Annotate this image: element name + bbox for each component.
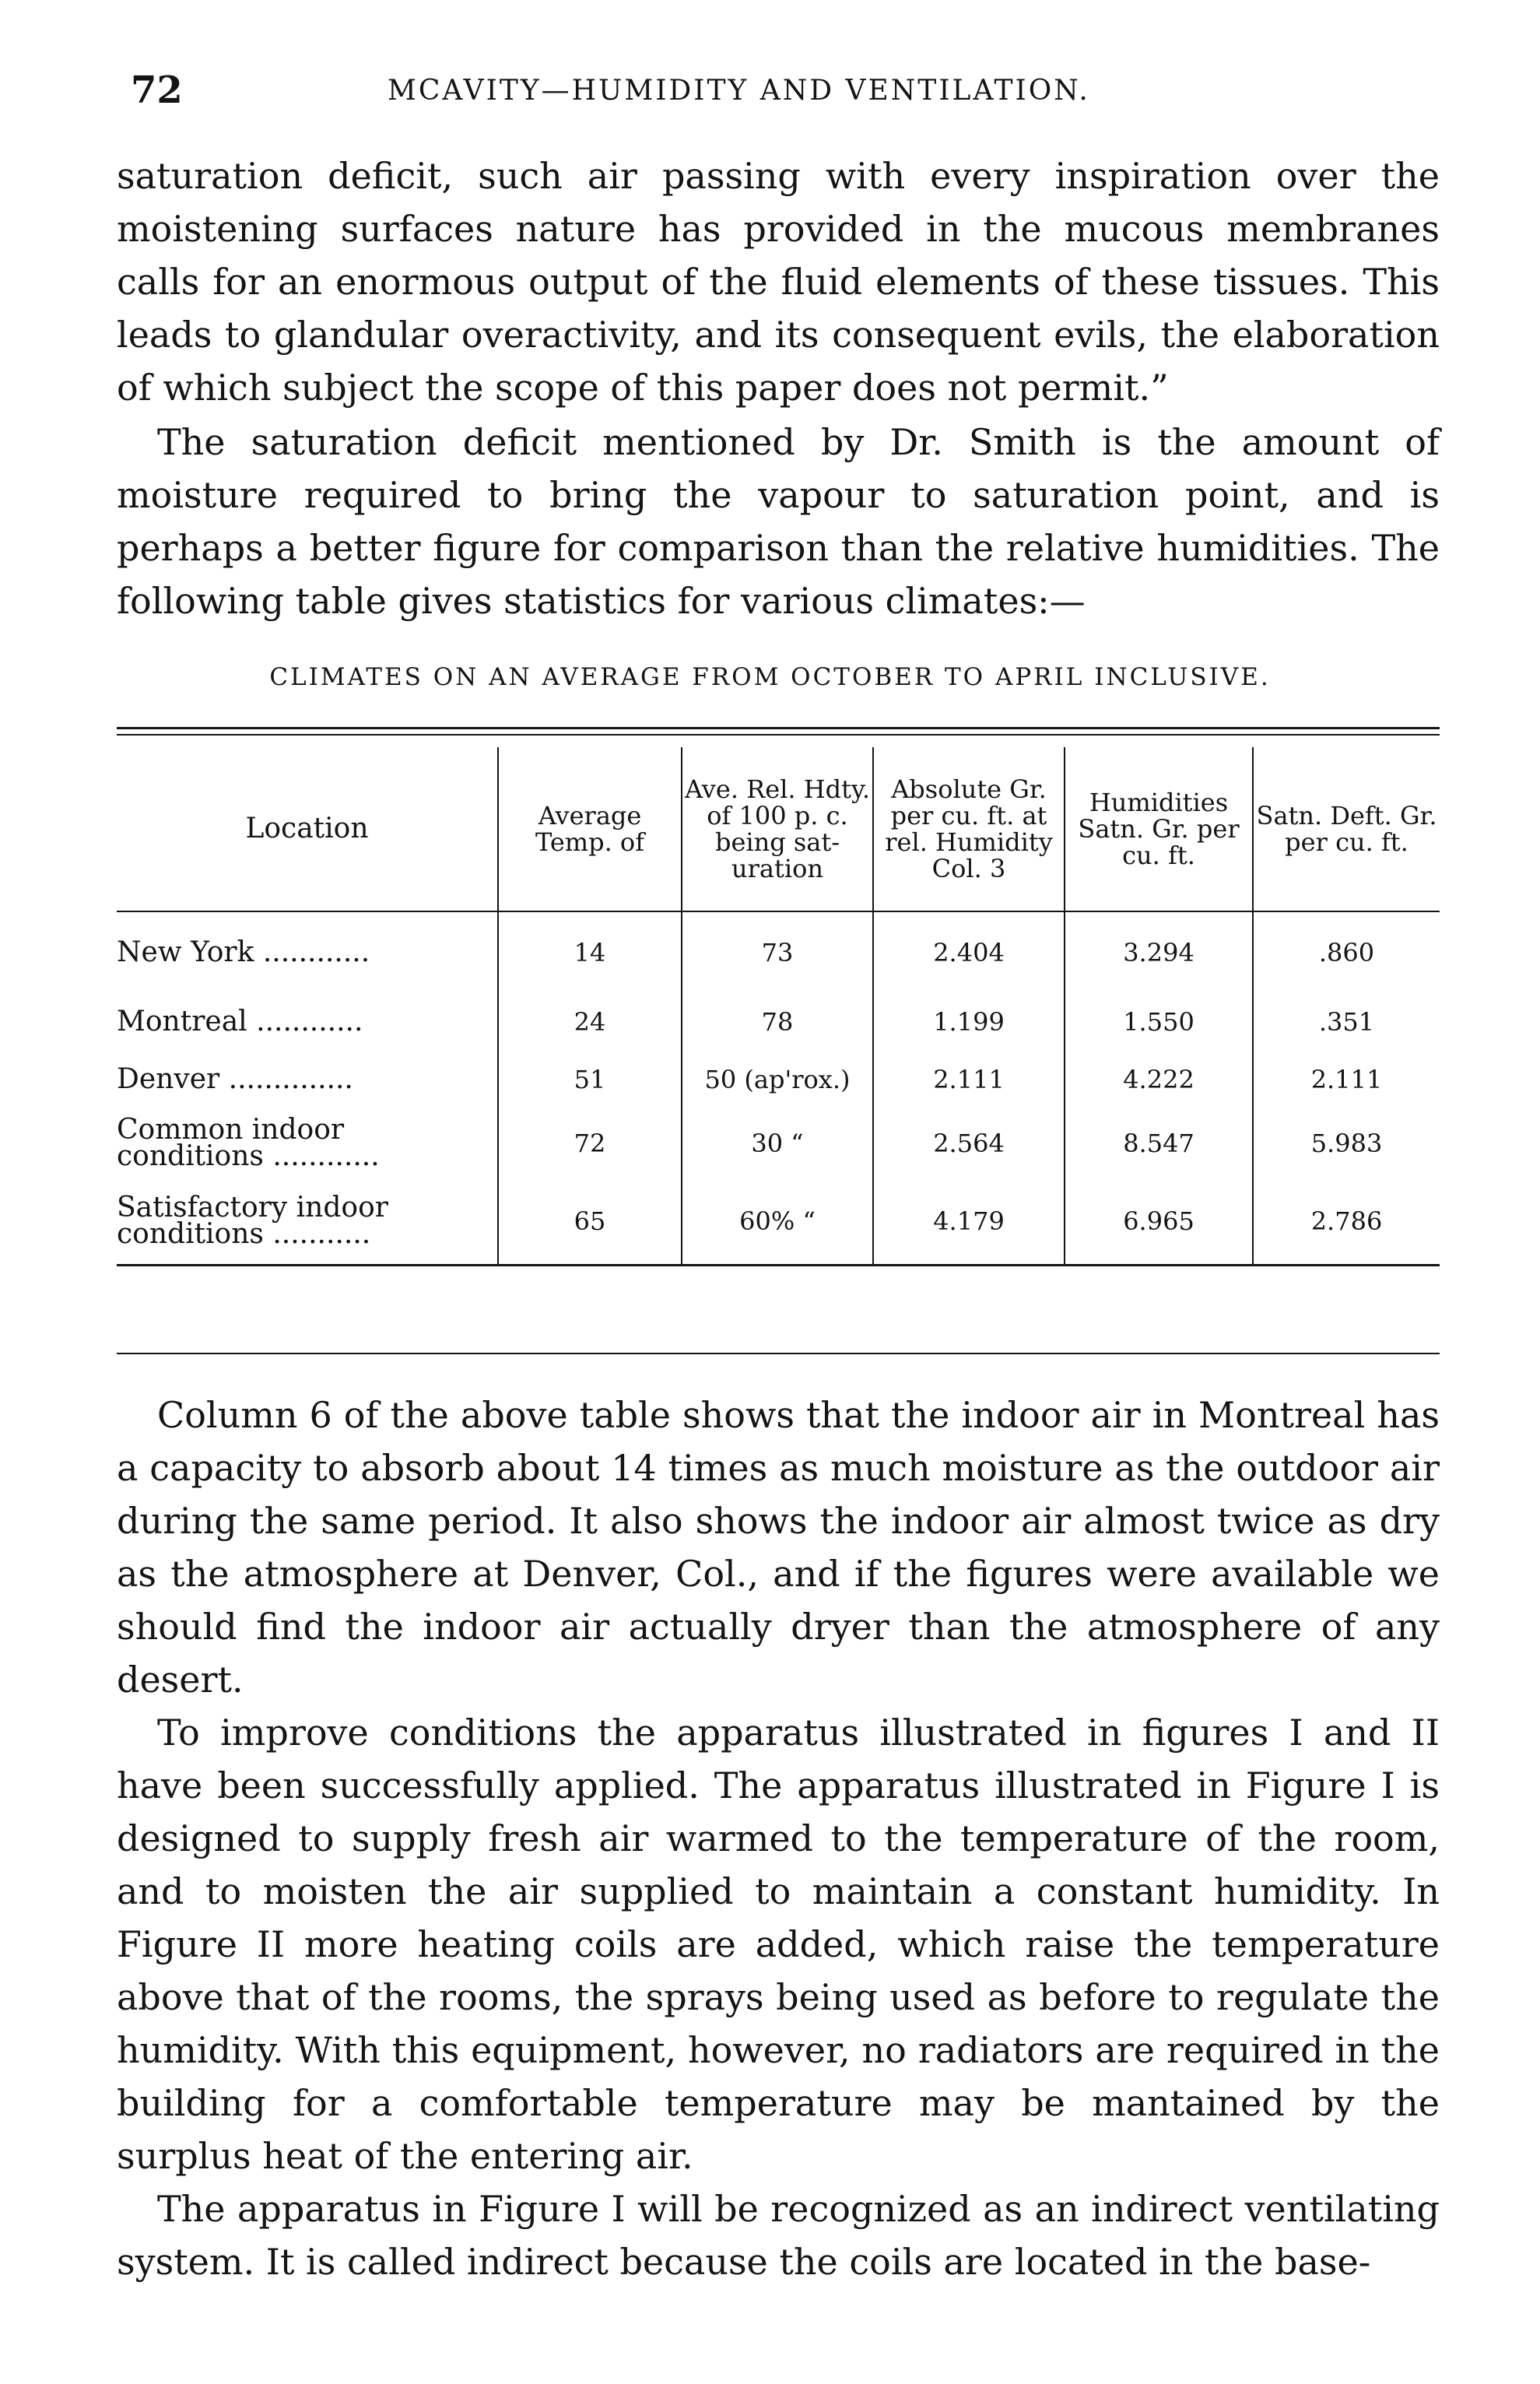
table-bottom-rule (117, 1353, 1440, 1354)
cell-rel-humidity: 73 (682, 911, 873, 993)
table-row (117, 993, 1440, 1051)
header-absolute-humidity: Absolute Gr. per cu. ft. at rel. Humidity Col. 3 (873, 747, 1065, 911)
cell-location: Denver .............. (117, 1063, 353, 1095)
cell-satn-deficit: 2.111 (1253, 1051, 1440, 1108)
cell-abs-humidity: 2.404 (873, 911, 1065, 993)
cell-satn-humidity: 8.547 (1065, 1108, 1253, 1178)
table-caption: CLIMATES ON AN AVERAGE FROM OCTOBER TO APRIL INCLUSIVE. (269, 663, 1271, 691)
table-row (117, 1051, 1440, 1108)
cell-satn-deficit: .860 (1253, 911, 1440, 993)
table-header-row (117, 747, 1440, 911)
cell-location: Montreal ............ (117, 1006, 363, 1038)
table-row (117, 1108, 1440, 1178)
cell-temp: 65 (498, 1178, 682, 1266)
paragraph-saturation-deficit: The saturation deficit mentioned by Dr. Smith is the amount of moisture required to bring the vapour to saturation point, and is perhaps a better figure for comparison than the relative humidities. The following table gives statistics for various climates:— (117, 421, 1440, 622)
cell-satn-humidity: 6.965 (1065, 1178, 1253, 1266)
cell-location: Common indoor conditions ............ (117, 1114, 380, 1172)
cell-temp: 24 (498, 993, 682, 1051)
header-average-temp: Average Temp. of (498, 747, 682, 911)
cell-rel-humidity: 60% “ (682, 1178, 873, 1266)
cell-rel-humidity: 30 “ (682, 1108, 873, 1178)
cell-temp: 51 (498, 1051, 682, 1108)
cell-abs-humidity: 2.111 (873, 1051, 1065, 1108)
cell-satn-deficit: 5.983 (1253, 1108, 1440, 1178)
header-location: Location (117, 747, 498, 911)
table-top-rule-thin (117, 734, 1440, 736)
table-row (117, 911, 1440, 993)
cell-location: Satisfactory indoor conditions ........... (117, 1178, 498, 1266)
cell-satn-humidity: 3.294 (1065, 911, 1253, 993)
header-relative-humidity: Ave. Rel. Hdty. of 100 p. c. being sat-uration (682, 747, 873, 911)
table-row (117, 1178, 1440, 1266)
cell-abs-humidity: 1.199 (873, 993, 1065, 1051)
header-saturation-humidities: Humidities Satn. Gr. per cu. ft. (1065, 747, 1253, 911)
cell-rel-humidity: 50 (ap'rox.) (682, 1051, 873, 1108)
cell-satn-deficit: 2.786 (1253, 1178, 1440, 1266)
cell-location: New York ............ (117, 936, 370, 968)
paragraph-continuation: saturation deficit, such air passing with every inspiration over the moistening surfaces nature has provided in the mucous membranes calls for an enormous output of the fluid elements of these tissues. This leads to glandular overactivity, and its consequent evils, the elaboration of which subject the scope of this paper does not permit.” (117, 155, 1440, 409)
table-top-rule (117, 727, 1440, 729)
paragraph-column-six: Column 6 of the above table shows that the indoor air in Montreal has a capacity to absorb about 14 times as much moisture as the outdoor air during the same period. It also shows the indoor air almost twice as dry as the atmosphere at Denver, Col., and if the figures were available we should find the indoor air actually dryer than the atmosphere of any desert. (117, 1394, 1440, 1701)
page-number: 72 (131, 68, 183, 112)
cell-abs-humidity: 4.179 (873, 1178, 1065, 1266)
header-saturation-deficit: Satn. Deft. Gr. per cu. ft. (1253, 747, 1440, 911)
cell-temp: 72 (498, 1108, 682, 1178)
cell-satn-deficit: .351 (1253, 993, 1440, 1051)
paragraph-improve-conditions: To improve conditions the apparatus illustrated in figures I and II have been successfully applied. The apparatus illustrated in Figure I is designed to supply fresh air warmed to the temperature of the room, and to moisten the air supplied to maintain a constant humidity. In Figure II more heating coils are added, which raise the temperature above that of the rooms, the sprays being used as before to regulate the humidity. With this equipment, however, no radiators are required in the building for a comfortable temperature may be mantained by the surplus heat of the entering air. (117, 1712, 1440, 2177)
page-header (131, 68, 1438, 123)
cell-temp: 14 (498, 911, 682, 993)
cell-satn-humidity: 4.222 (1065, 1051, 1253, 1108)
cell-rel-humidity: 78 (682, 993, 873, 1051)
running-head: MCAVITY—HUMIDITY AND VENTILATION. (388, 75, 1090, 107)
climate-table (117, 747, 1440, 1266)
cell-abs-humidity: 2.564 (873, 1108, 1065, 1178)
cell-satn-humidity: 1.550 (1065, 993, 1253, 1051)
paragraph-indirect-system: The apparatus in Figure I will be recognized as an indirect ventilating system. It is called indirect because the coils are located in the base- (117, 2188, 1440, 2283)
